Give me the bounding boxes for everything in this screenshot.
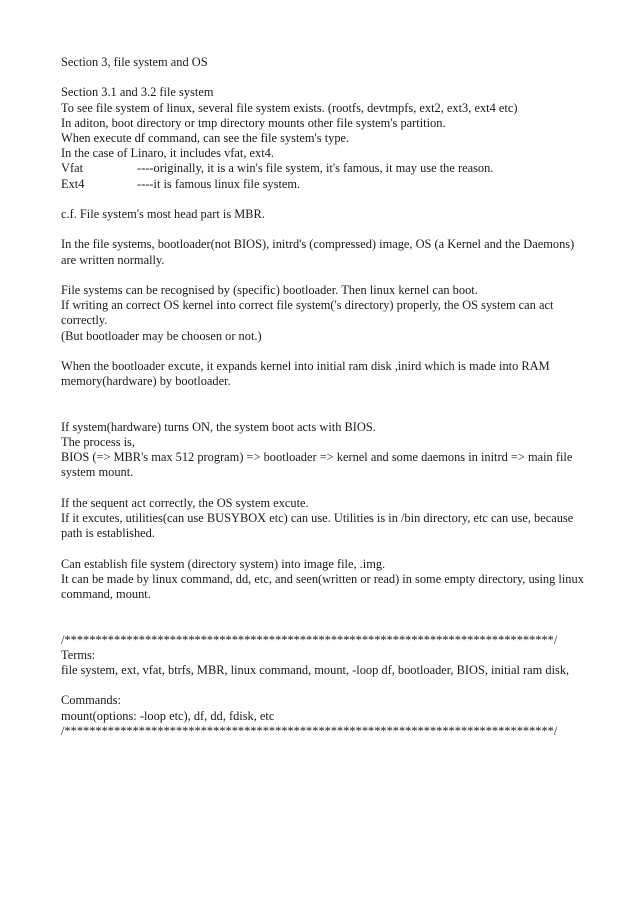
document-page xyxy=(61,55,591,739)
fs-name: Vfat xyxy=(61,161,84,176)
paragraph-line: File systems can be recognised by (specific) bootloader. Then linux kernel can boot. xyxy=(61,282,478,297)
bios-paragraph xyxy=(61,420,591,481)
fs-name: Ext4 xyxy=(61,176,85,191)
image-paragraph xyxy=(61,557,591,603)
fs-row-vfat xyxy=(61,161,591,176)
cf-note: c.f. File system's most head part is MBR. xyxy=(61,207,265,221)
paragraph-line: In aditon, boot directory or tmp directory mounts other file system's partition. xyxy=(61,115,446,130)
paragraph-line: It can be made by linux command, dd, etc, and seen(written or read) in some empty directory, using linux command, mount. xyxy=(61,571,584,601)
paragraph-line: BIOS (=> MBR's max 512 program) => bootloader => kernel and some daemons in initrd => main file system mount. xyxy=(61,450,573,480)
fs-desc: ----it is famous linux file system. xyxy=(137,176,301,191)
paragraph-line: If the sequent act correctly, the OS system excute. xyxy=(61,495,309,510)
paragraph-line: To see file system of linux, several file system exists. (rootfs, devtmpfs, ext2, ext3, ext4 etc) xyxy=(61,100,518,115)
fs-desc: ----originally, it is a win's file system, it's famous, it may use the reason. xyxy=(137,161,494,176)
commands-list: mount(options: -loop etc), df, dd, fdisk, etc xyxy=(61,708,275,723)
paragraph-line: When execute df command, can see the file system's type. xyxy=(61,131,350,145)
terms-label: Terms: xyxy=(61,647,96,662)
paragraph-line: In the case of Linaro, it includes vfat, ext4. xyxy=(61,146,274,161)
paragraph-line: Can establish file system (directory system) into image file, .img. xyxy=(61,556,386,571)
paragraph-line: If system(hardware) turns ON, the system boot acts with BIOS. xyxy=(61,419,376,434)
summary-box xyxy=(61,633,591,739)
section-3-1-block xyxy=(61,85,591,191)
terms-list: file system, ext, vfat, btrfs, MBR, linux command, mount, -loop df, bootloader, BIOS, initial ram disk, xyxy=(61,662,570,677)
asterisk-border-bottom: /*******************************************************************************/ xyxy=(61,723,558,738)
asterisk-border-top: /*******************************************************************************/ xyxy=(61,632,558,647)
boot-paragraph: In the file systems, bootloader(not BIOS), initrd's (compressed) image, OS (a Kernel and the Daemons) are written normally. xyxy=(61,237,575,267)
fs-row-ext4 xyxy=(61,177,591,192)
ram-paragraph: When the bootloader excute, it expands kernel into initial ram disk ,inird which is made into RAM memory(hardware) by bootloader. xyxy=(61,358,550,389)
paragraph-line: If it excutes, utilities(can use BUSYBOX etc) can use. Utilities is in /bin directory, etc can use, because path is established. xyxy=(61,510,574,541)
paragraph-line: If writing an correct OS kernel into correct file system('s directory) properly, the OS system can act correctly. xyxy=(61,298,554,328)
recognise-paragraph xyxy=(61,283,591,344)
paragraph-line: (But bootloader may be choosen or not.) xyxy=(61,328,262,343)
commands-label: Commands: xyxy=(61,693,121,708)
section-3-1-heading: Section 3.1 and 3.2 file system xyxy=(61,85,214,100)
sequence-paragraph xyxy=(61,496,591,542)
section-title: Section 3, file system and OS xyxy=(61,55,208,69)
paragraph-line: The process is, xyxy=(61,434,135,449)
